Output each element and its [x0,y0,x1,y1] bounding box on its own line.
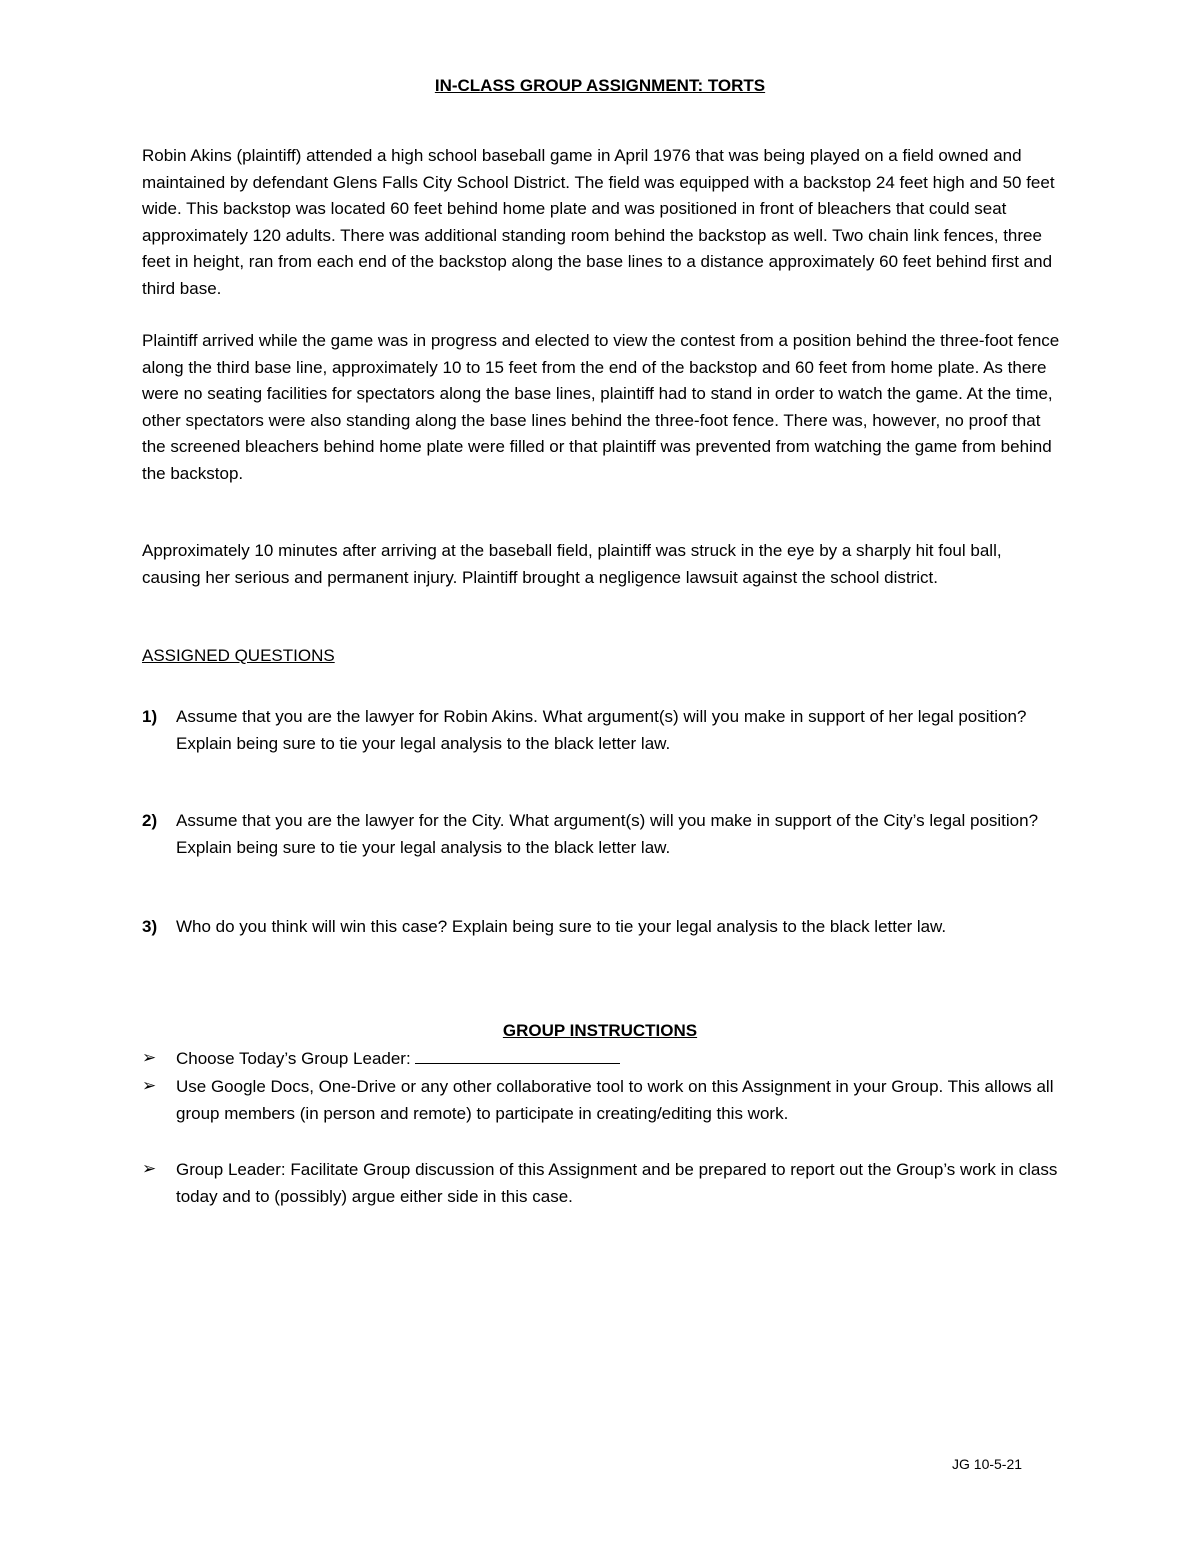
footer-code: JG 10-5-21 [952,1456,1023,1472]
instruction-text: Choose Today’s Group Leader: [176,1049,411,1068]
question-number: 3) [142,917,158,936]
question-3 [142,914,1067,941]
question-2 [142,808,1067,861]
instruction-item-3 [142,1156,1067,1210]
document-title: IN-CLASS GROUP ASSIGNMENT: TORTS [434,76,766,95]
question-text: Assume that you are the lawyer for the City. What argument(s) will you make in support of the City’s legal position? Explain being sure to tie your legal analysis to the black letter law. [176,811,1039,857]
instruction-item-1 [142,1045,1067,1072]
question-text: Assume that you are the lawyer for Robin Akins. What argument(s) will you make in support of her legal position? Explain being sure to tie your legal analysis to the black letter law. [176,707,1027,753]
question-number: 2) [142,811,158,830]
group-leader-blank [415,1048,620,1064]
arrowhead-bullet-icon: ➢ [142,1159,157,1179]
arrowhead-bullet-icon: ➢ [142,1048,157,1068]
fact-paragraph-1: Robin Akins (plaintiff) attended a high school baseball game in April 1976 that was being played on a field owned and maintained by defendant Glens Falls City School District. The field was equipped with a backstop 24 feet high and 50 feet wide. This backstop was located 60 feet behind home plate and was positioned in front of bleachers that could seat approximately 120 adults. There was additional standing room behind the backstop as well. Two chain link fences, three feet in height, ran from each end of the backstop along the base lines to a distance approximately 60 feet behind first and third base. [142,146,1055,298]
fact-paragraph-2: Plaintiff arrived while the game was in progress and elected to view the contest from a position behind the three-foot fence along the third base line, approximately 10 to 15 feet from the end of the backstop and 60 feet from home plate. As there were no seating facilities for spectators along the base lines, plaintiff had to stand in order to watch the game. At the time, other spectators were also standing along the base lines behind the three-foot fence. There was, however, no proof that the screened bleachers behind home plate were filled or that plaintiff was prevented from watching the game from behind the backstop. [142,331,1060,483]
arrowhead-bullet-icon: ➢ [142,1076,157,1096]
instruction-text: Use Google Docs, One-Drive or any other collaborative tool to work on this Assignment in your Group. This allows all group members (in person and remote) to participate in creating/editing this work. [176,1077,1054,1123]
question-number: 1) [142,707,158,726]
question-text: Who do you think will win this case? Explain being sure to tie your legal analysis to the black letter law. [176,917,947,936]
questions-heading: ASSIGNED QUESTIONS [142,646,335,665]
fact-paragraph-3: Approximately 10 minutes after arriving at the baseball field, plaintiff was struck in the eye by a sharply hit foul ball, causing her serious and permanent injury. Plaintiff brought a negligence lawsuit against the school district. [142,541,1002,587]
question-1 [142,704,1067,757]
instruction-text: Group Leader: Facilitate Group discussion of this Assignment and be prepared to report out the Group’s work in class today and to (possibly) argue either side in this case. [176,1160,1058,1206]
instruction-item-2 [142,1073,1067,1127]
instructions-heading: GROUP INSTRUCTIONS [502,1021,698,1040]
